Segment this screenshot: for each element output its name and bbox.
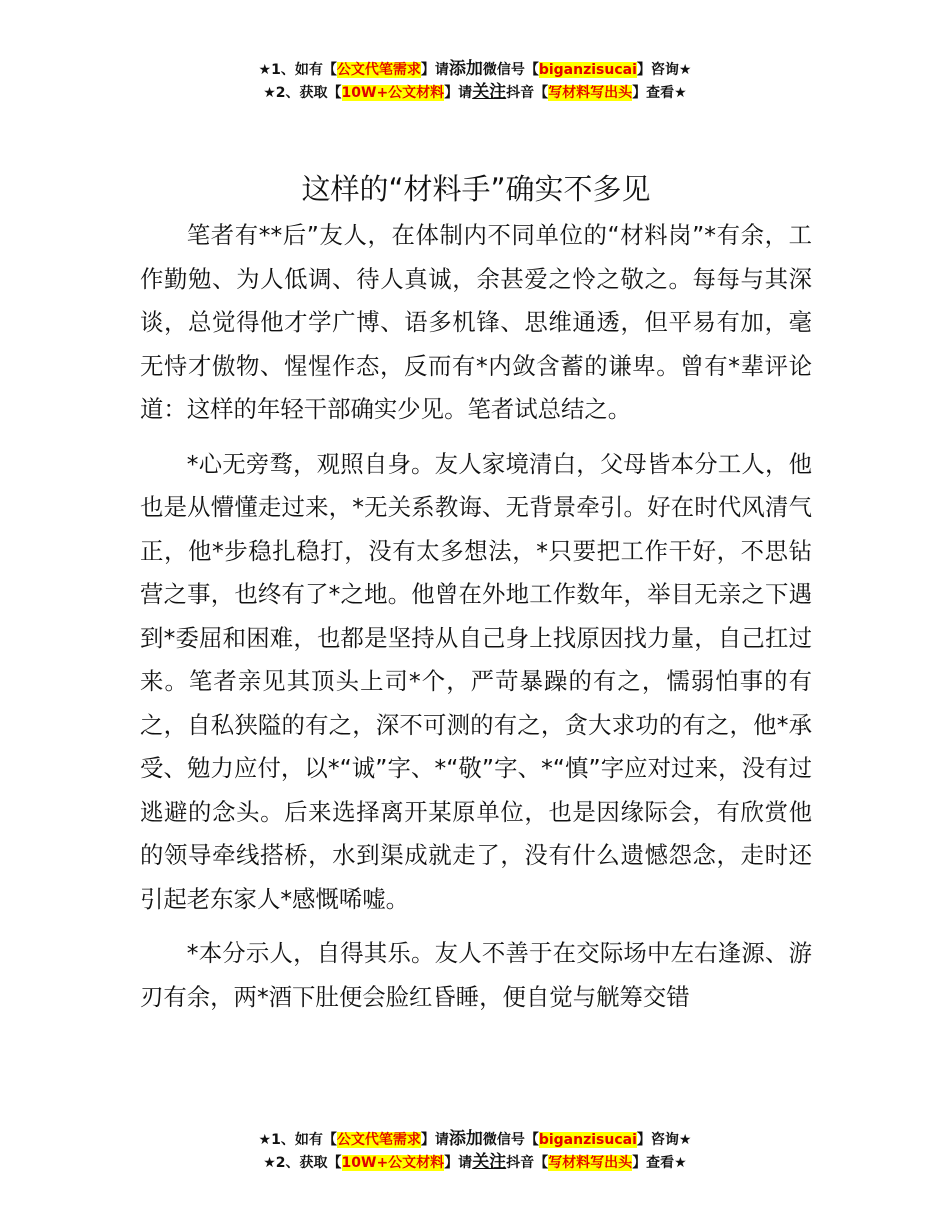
banner-text: 微信号【: [482, 62, 539, 78]
banner-text: 微信号【: [482, 1132, 539, 1148]
paragraph-1: 笔者有**后”友人，在体制内不同单位的“材料岗”*有余，工作勤勉、为人低调、待人真诚，余甚爱之怜之敬之。每每与其深谈，总觉得他才学广博、语多机锋、思维通透，但平易有加，毫无恃才傲物、惺惺作态，反而有*内敛含蓄的谦卑。曾有*辈评论道：这样的年轻干部确实少见。笔者试总结之。: [140, 221, 812, 423]
banner-text: ★1、如有【: [258, 62, 337, 78]
banner-highlight: 10W+公文材料: [341, 85, 445, 101]
banner-douyin-id: 写材料写出头: [548, 85, 633, 101]
banner-highlight: 公文代笔需求: [336, 1132, 421, 1148]
banner-text: 】请: [420, 1132, 449, 1148]
document-body: [140, 168, 812, 1030]
banner-text: 抖音【: [506, 85, 549, 101]
banner-text: 】请: [444, 85, 473, 101]
banner-text: 】查看★: [632, 1155, 687, 1171]
banner-text: 抖音【: [506, 1155, 549, 1171]
banner-text: 】咨询★: [636, 1132, 692, 1148]
paragraph-3: *本分示人，自得其乐。友人不善于在交际场中左右逢源、游刃有余，两*酒下肚便会脸红昏睡，便自觉与觥筹交错: [140, 939, 812, 1011]
banner-text: 】查看★: [632, 85, 687, 101]
header-banner: [0, 58, 950, 104]
document-title: 这样的“材料手”确实不多见: [301, 172, 651, 206]
footer-banner: [0, 1128, 950, 1174]
banner-text: 】请: [420, 62, 449, 78]
banner-emphasis: 关注: [472, 82, 507, 102]
banner-highlight: 公文代笔需求: [336, 62, 421, 78]
banner-line-1: [0, 1128, 950, 1151]
banner-wechat-id: biganzisucai: [538, 1132, 637, 1148]
banner-line-1: [0, 58, 950, 81]
banner-emphasis: 添加: [448, 1129, 483, 1149]
banner-text: 】请: [444, 1155, 473, 1171]
banner-text: ★2、获取【: [263, 1155, 342, 1171]
banner-emphasis: 添加: [448, 59, 483, 79]
banner-text: 】咨询★: [636, 62, 692, 78]
banner-line-2: [0, 1151, 950, 1174]
banner-douyin-id: 写材料写出头: [548, 1155, 633, 1171]
banner-emphasis: 关注: [472, 1152, 507, 1172]
banner-line-2: [0, 81, 950, 104]
banner-highlight: 10W+公文材料: [341, 1155, 445, 1171]
banner-wechat-id: biganzisucai: [538, 62, 637, 78]
paragraph-2: *心无旁骛，观照自身。友人家境清白，父母皆本分工人，他也是从懵懂走过来，*无关系教诲、无背景牵引。好在时代风清气正，他*步稳扎稳打，没有太多想法，*只要把工作干好，不思钻营之事，也终有了*之地。他曾在外地工作数年，举目无亲之下遇到*委屈和困难，也都是坚持从自己身上找原因找力量，自己扛过来。笔者亲见其顶头上司*个，严苛暴躁的有之，懦弱怕事的有之，自私狭隘的有之，深不可测的有之，贪大求功的有之，他*承受、勉力应付，以*“诚”字、*“敬”字、*“慎”字应对过来，没有过逃避的念头。后来选择离开某原单位，也是因缘际会，有欣赏他的领导牵线搭桥，水到渠成就走了，没有什么遗憾怨念，走时还引起老东家人*感慨唏嘘。: [140, 449, 812, 913]
banner-text: ★1、如有【: [258, 1132, 337, 1148]
banner-text: ★2、获取【: [263, 85, 342, 101]
